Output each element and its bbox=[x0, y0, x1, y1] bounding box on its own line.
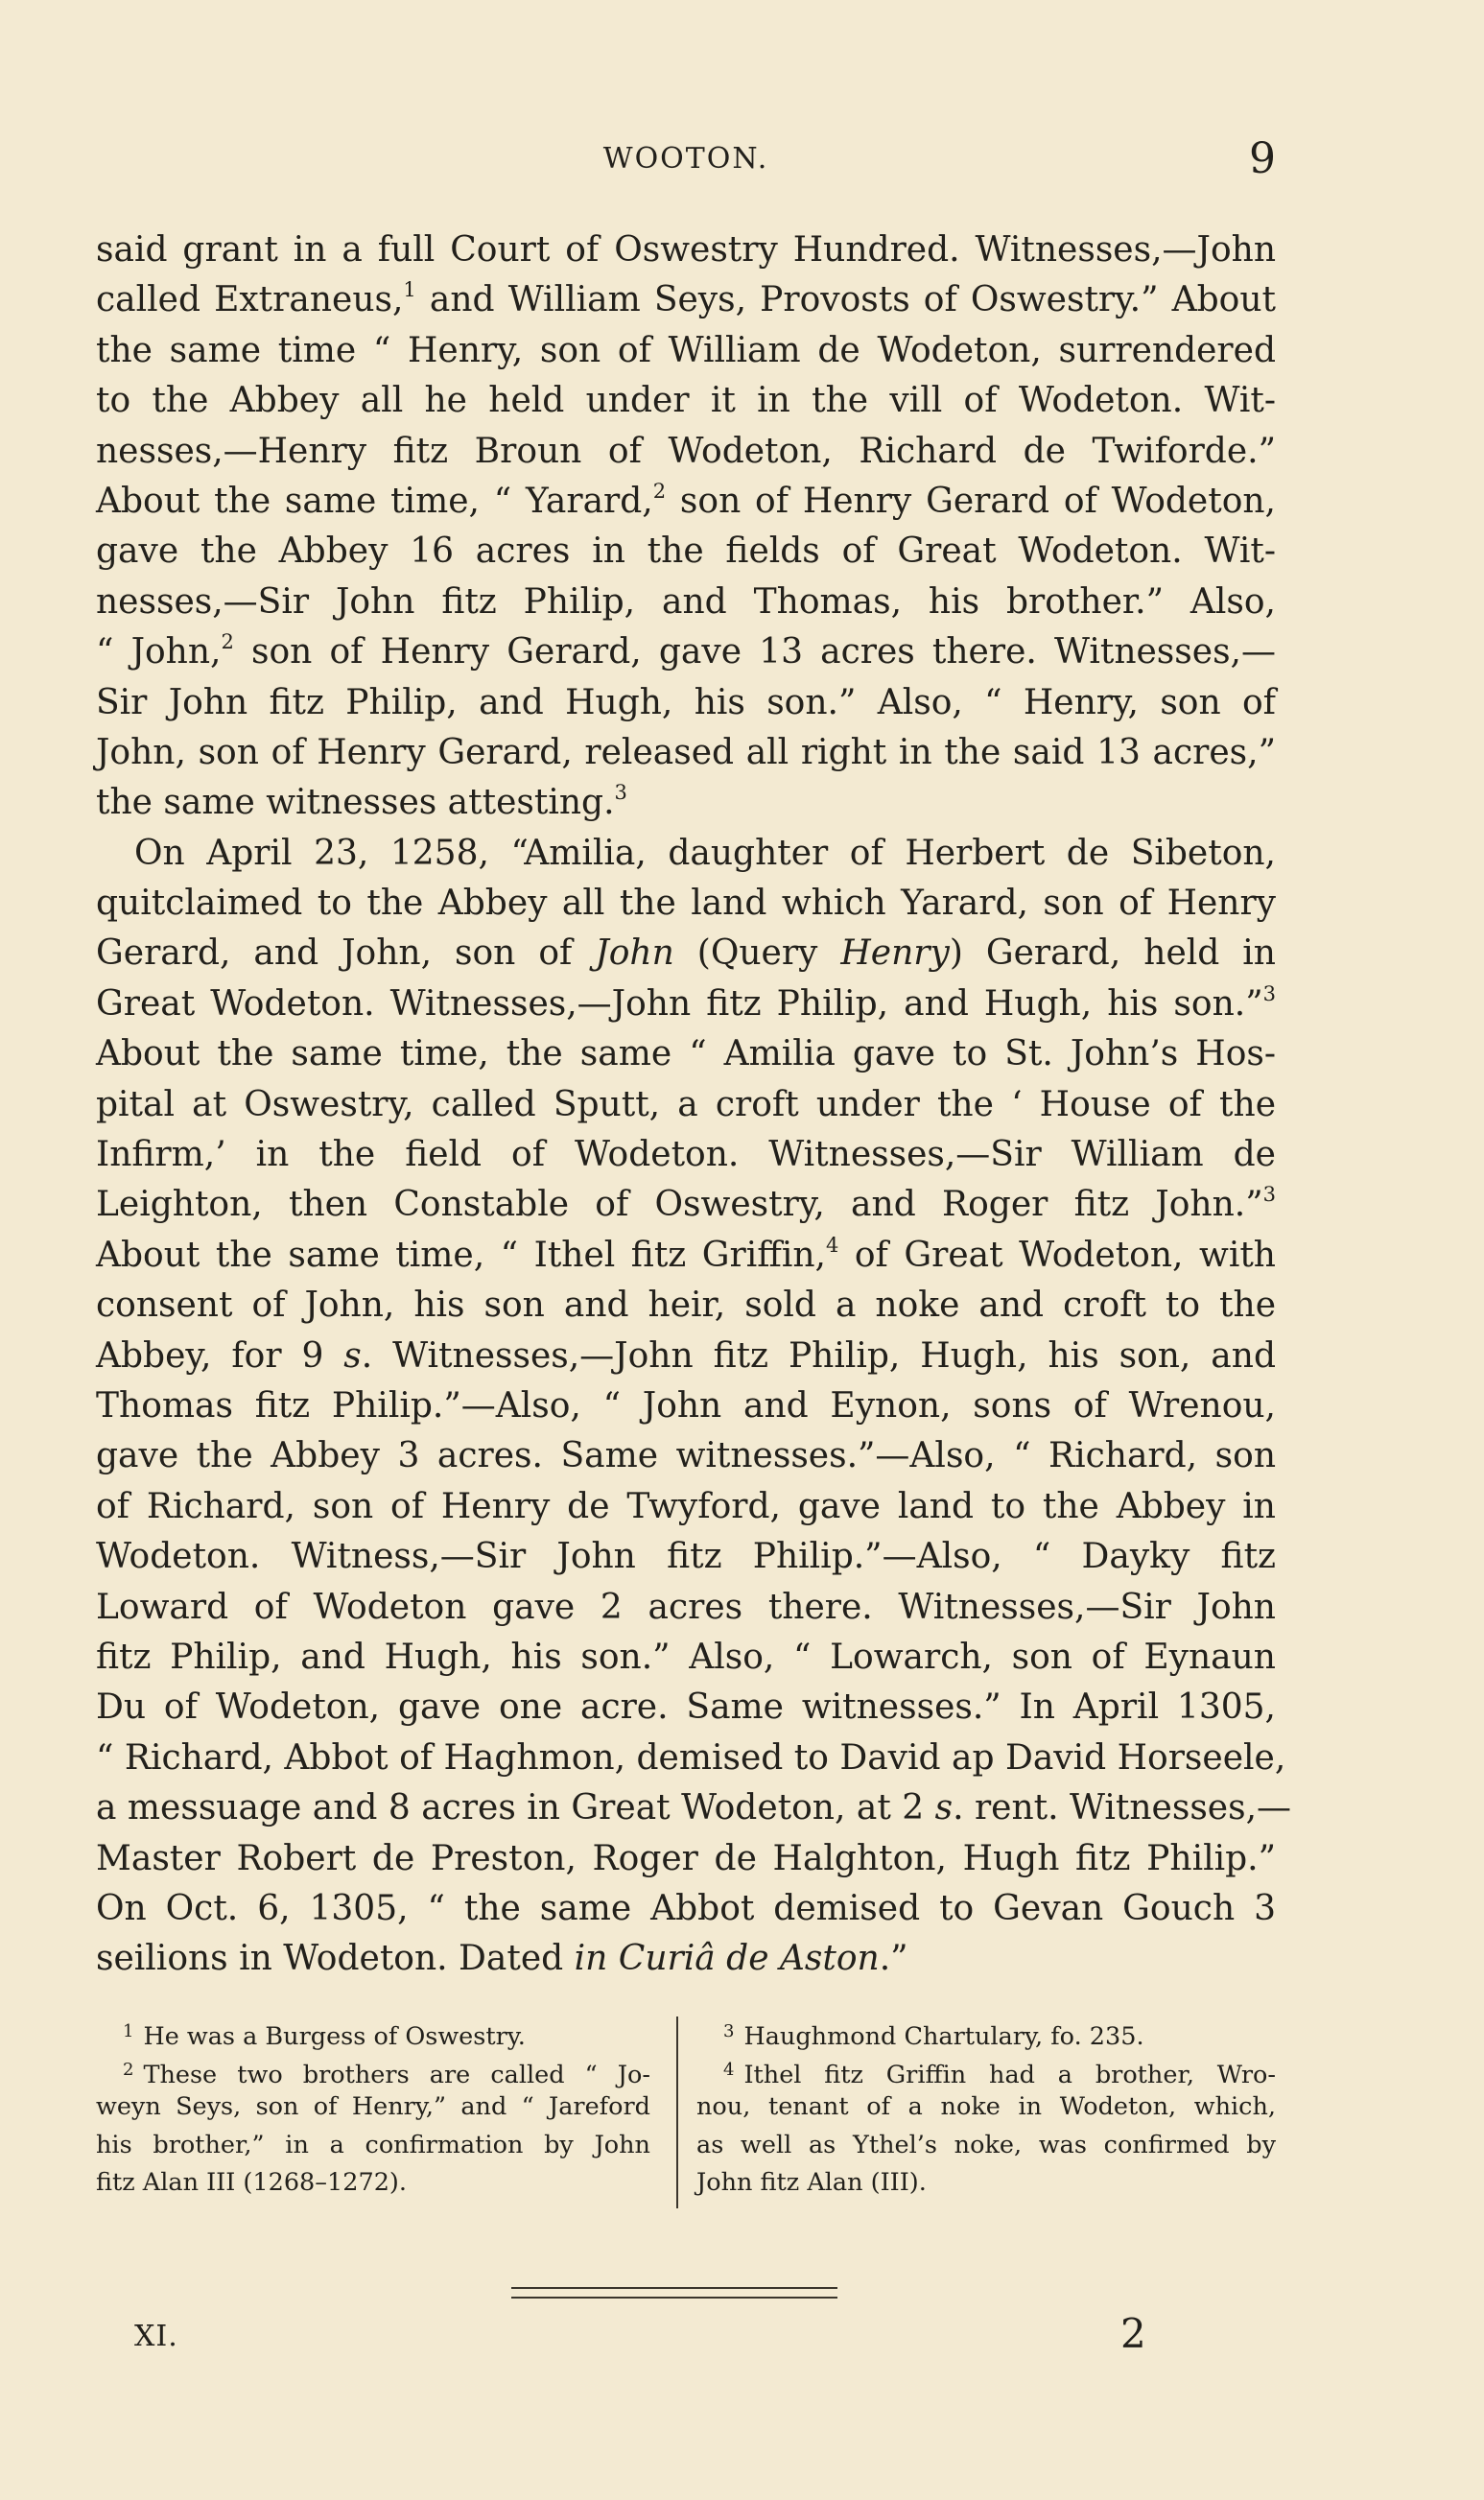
text-segment: About the same time, “ Yarard, bbox=[96, 481, 653, 521]
footnote-reference: 3 bbox=[1262, 981, 1276, 1005]
text-line bbox=[96, 1633, 1276, 1683]
text-segment: Abbey, for 9 bbox=[96, 1335, 324, 1376]
text-segment: . Witnesses,—John fitz Philip, Hugh, his son, and bbox=[361, 1335, 1276, 1376]
text-line bbox=[96, 1332, 1276, 1381]
text-segment: Wodeton. Witness,—Sir John fitz Philip.”—Also, “ Dayky fitz bbox=[96, 1537, 1276, 1577]
text-segment: .” bbox=[879, 1939, 908, 1979]
text-segment: of Richard, son of Henry de Twyford, gave land to the Abbey in bbox=[96, 1486, 1276, 1526]
footnote-reference: 3 bbox=[614, 781, 627, 805]
text-segment: consent of John, his son and heir, sold a noke and croft to the bbox=[96, 1285, 1276, 1326]
footnote-text: fitz Alan III (1268–1272). bbox=[96, 2168, 407, 2197]
text-segment: fitz Philip, and Hugh, his son.” Also, “ Lowarch, son of Eynaun bbox=[96, 1637, 1276, 1677]
footnote-column-divider bbox=[676, 2017, 678, 2208]
text-line bbox=[96, 678, 1276, 728]
text-line bbox=[96, 627, 1276, 677]
running-head bbox=[96, 134, 1276, 182]
footnote-text: These two brothers are called “ Jo- bbox=[143, 2060, 650, 2089]
footnote-line bbox=[96, 2051, 650, 2089]
footnote-text: John fitz Alan (III). bbox=[696, 2168, 927, 2197]
text-segment: Leighton, then Constable of Oswestry, and Roger fitz John.” bbox=[96, 1185, 1263, 1225]
main-text bbox=[96, 225, 1292, 1985]
text-line bbox=[96, 1834, 1276, 1884]
text-line bbox=[96, 1733, 1286, 1783]
text-segment: said grant in a full Court of Oswestry Hundred. Witnesses,—John bbox=[96, 230, 1276, 270]
text-line bbox=[96, 1231, 1276, 1281]
footnote-line bbox=[96, 2088, 650, 2127]
footnote-number: 4 bbox=[723, 2059, 735, 2080]
footnotes-left-column bbox=[96, 2013, 650, 2203]
sheet-number: 2 bbox=[1120, 2310, 1146, 2357]
text-line bbox=[96, 225, 1276, 275]
italic-text: s bbox=[343, 1335, 362, 1376]
text-line bbox=[96, 477, 1276, 527]
text-segment: called Extraneus, bbox=[96, 280, 404, 320]
footnote-text: as well as Ythel’s noke, was confirmed by bbox=[696, 2130, 1276, 2159]
text-line bbox=[96, 427, 1276, 477]
text-segment: quitclaimed to the Abbey all the land which Yarard, son of Henry bbox=[96, 884, 1276, 924]
text-segment: gave the Abbey 3 acres. Same witnesses.”—Also, “ Richard, son bbox=[96, 1436, 1276, 1476]
text-line bbox=[96, 376, 1276, 426]
italic-text: in Curiâ de Aston bbox=[574, 1939, 880, 1979]
footnote-reference: 2 bbox=[652, 479, 667, 503]
text-segment: About the same time, “ Ithel fitz Griffin, bbox=[96, 1235, 826, 1275]
italic-text: John bbox=[595, 933, 674, 974]
text-line bbox=[96, 1180, 1276, 1230]
footnote-reference: 2 bbox=[221, 630, 234, 654]
text-line bbox=[96, 879, 1276, 929]
text-segment: son of Henry Gerard of Wodeton, bbox=[666, 481, 1276, 521]
text-line bbox=[96, 829, 1276, 879]
footnote-line bbox=[96, 2013, 650, 2051]
text-segment: John, son of Henry Gerard, released all right in the said 13 acres,” bbox=[96, 732, 1276, 772]
footnote-line bbox=[696, 2051, 1276, 2089]
text-segment: Gerard, and John, son of bbox=[96, 933, 573, 974]
text-line bbox=[96, 1130, 1276, 1180]
footnote-line bbox=[696, 2127, 1276, 2165]
text-segment: . rent. Witnesses,— bbox=[953, 1788, 1292, 1828]
text-segment: Loward of Wodeton gave 2 acres there. Witnesses,—Sir John bbox=[96, 1587, 1276, 1627]
text-segment: “ Richard, Abbot of Haghmon, demised to David ap David Horseele, bbox=[96, 1737, 1286, 1778]
footnote-text: He was a Burgess of Oswestry. bbox=[143, 2022, 526, 2051]
text-line bbox=[96, 1783, 1292, 1833]
text-segment: Thomas fitz Philip.”—Also, “ John and Eynon, sons of Wrenou, bbox=[96, 1385, 1276, 1426]
text-segment: to the Abbey all he held under it in the vill of Wodeton. Wit- bbox=[96, 381, 1276, 421]
text-line bbox=[96, 1482, 1276, 1532]
footnote-reference: 4 bbox=[825, 1233, 839, 1257]
text-line bbox=[96, 1381, 1276, 1431]
italic-text: s bbox=[934, 1788, 954, 1828]
footer-rule bbox=[511, 2287, 837, 2289]
footer-rule bbox=[511, 2297, 837, 2299]
footnote-line bbox=[696, 2013, 1276, 2051]
text-line bbox=[96, 778, 1276, 828]
text-segment: nesses,—Henry fitz Broun of Wodeton, Richard de Twiforde.” bbox=[96, 431, 1276, 471]
text-segment: Du of Wodeton, gave one acre. Same witnesses.” In April 1305, bbox=[96, 1687, 1276, 1728]
text-line bbox=[96, 1532, 1276, 1582]
text-segment: seilions in Wodeton. Dated bbox=[96, 1939, 564, 1979]
text-line bbox=[96, 578, 1276, 627]
footnote-reference: 3 bbox=[1262, 1183, 1276, 1207]
text-line bbox=[96, 1583, 1276, 1633]
text-segment: son of Henry Gerard, gave 13 acres there. Witnesses,— bbox=[233, 632, 1276, 672]
footnote-text: Haughmond Chartulary, fo. 235. bbox=[743, 2022, 1144, 2051]
footnote-text: his brother,” in a confirmation by John bbox=[96, 2130, 650, 2159]
text-line bbox=[96, 1281, 1276, 1331]
footnote-reference: 1 bbox=[403, 278, 416, 302]
text-segment: On April 23, 1258, “Amilia, daughter of Herbert de Sibeton, bbox=[134, 833, 1276, 873]
text-segment: Master Robert de Preston, Roger de Halghton, Hugh fitz Philip.” bbox=[96, 1838, 1276, 1878]
text-segment: “ John, bbox=[96, 632, 222, 672]
footnote-line bbox=[696, 2088, 1276, 2127]
text-line bbox=[96, 1431, 1276, 1481]
text-line bbox=[96, 275, 1276, 325]
text-line bbox=[96, 527, 1276, 577]
footnote-number: 1 bbox=[123, 2021, 134, 2041]
text-line bbox=[96, 929, 1276, 979]
footnote-number: 2 bbox=[123, 2059, 134, 2080]
text-segment: Great Wodeton. Witnesses,—John fitz Philip, and Hugh, his son.” bbox=[96, 983, 1263, 1024]
text-line bbox=[96, 1080, 1276, 1130]
text-line bbox=[96, 728, 1276, 778]
footnote-line bbox=[696, 2164, 1276, 2203]
text-line bbox=[96, 1934, 1276, 1984]
footnote-number: 3 bbox=[723, 2021, 735, 2041]
text-line bbox=[96, 1683, 1276, 1733]
text-segment: gave the Abbey 16 acres in the fields of Great Wodeton. Wit- bbox=[96, 531, 1276, 572]
text-segment: Sir John fitz Philip, and Hugh, his son.” Also, “ Henry, son of bbox=[96, 682, 1276, 722]
chapter-title: WOOTON. bbox=[602, 142, 769, 176]
text-segment: of Great Wodeton, with bbox=[838, 1235, 1276, 1275]
text-segment: and William Seys, Provosts of Oswestry.” About bbox=[415, 280, 1276, 320]
text-line bbox=[96, 1884, 1276, 1934]
text-segment: a messuage and 8 acres in Great Wodeton, at 2 bbox=[96, 1788, 925, 1828]
text-segment: nesses,—Sir John fitz Philip, and Thomas, his brother.” Also, bbox=[96, 581, 1276, 622]
footnote-line bbox=[96, 2127, 650, 2165]
footnote-text: Ithel fitz Griffin had a brother, Wro- bbox=[743, 2060, 1276, 2089]
text-line bbox=[96, 1029, 1276, 1079]
text-segment: the same time “ Henry, son of William de Wodeton, surrendered bbox=[96, 330, 1276, 370]
text-segment: On Oct. 6, 1305, “ the same Abbot demised to Gevan Gouch 3 bbox=[96, 1888, 1276, 1928]
text-line bbox=[96, 979, 1276, 1029]
text-line bbox=[96, 326, 1276, 376]
signature-mark: XI. bbox=[134, 2320, 178, 2353]
text-segment: Infirm,’ in the field of Wodeton. Witnesses,—Sir William de bbox=[96, 1135, 1276, 1175]
page-number: 9 bbox=[1249, 134, 1276, 183]
text-segment: About the same time, the same “ Amilia gave to St. John’s Hos- bbox=[96, 1034, 1276, 1074]
text-segment: ) Gerard, held in bbox=[949, 933, 1276, 974]
italic-text: Henry bbox=[840, 933, 950, 974]
text-segment: the same witnesses attesting. bbox=[96, 783, 615, 823]
text-segment: pital at Oswestry, called Sputt, a croft under the ‘ House of the bbox=[96, 1084, 1276, 1124]
footnote-text: nou, tenant of a noke in Wodeton, which, bbox=[696, 2092, 1276, 2121]
footnotes-right-column bbox=[696, 2013, 1276, 2203]
footnote-line bbox=[96, 2164, 650, 2203]
footnote-text: weyn Seys, son of Henry,” and “ Jareford bbox=[96, 2092, 650, 2121]
text-segment: (Query bbox=[673, 933, 818, 974]
